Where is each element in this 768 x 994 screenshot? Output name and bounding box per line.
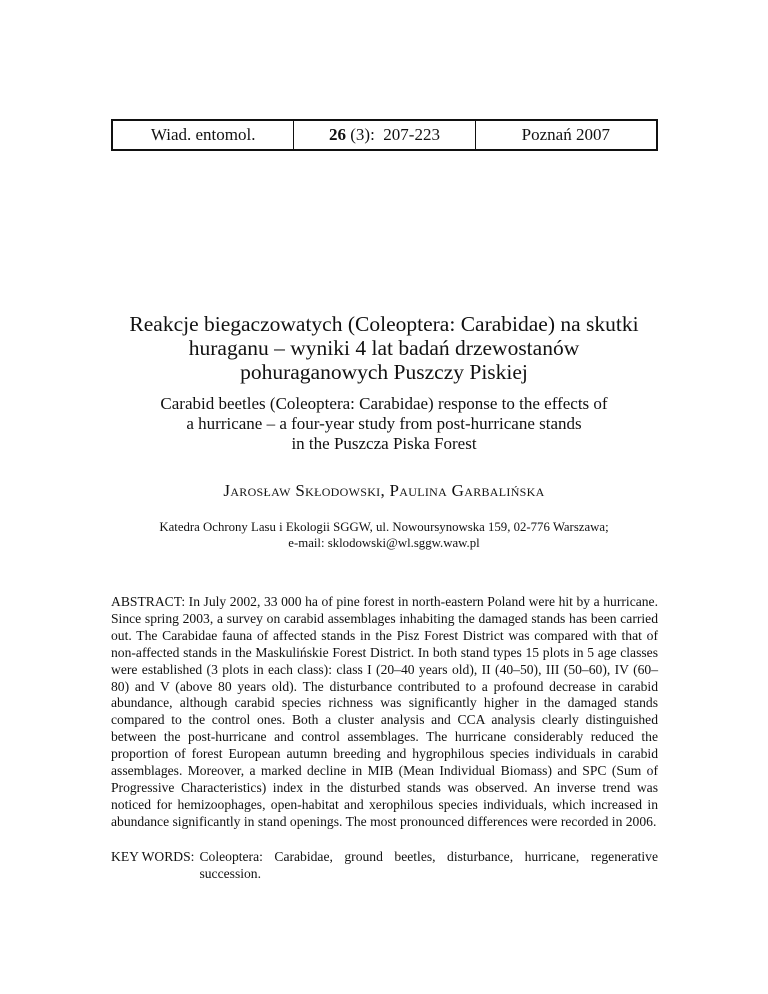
keywords-label: KEY WORDS: [111,849,195,864]
affiliation-email: e-mail: sklodowski@wl.sggw.waw.pl [288,536,480,550]
title-polish-line-1: Reakcje biegaczowatych (Coleoptera: Carabidae) na skutki [129,312,639,336]
journal-name [113,121,294,149]
place-year [476,121,656,149]
keywords-text: Coleoptera: Carabidae, ground beetles, disturbance, hurricane, regenerative succession. [199,849,658,881]
journal-header-box [111,119,658,151]
authors: Jarosław Skłodowski, Paulina Garbalińska [223,481,545,500]
affiliation [60,519,708,551]
volume-issue [294,121,475,149]
abstract: ABSTRACT: In July 2002, 33 000 ha of pine forest in north-eastern Poland were hit by a hurricane. Since spring 2003, a survey on carabid assemblages inhabiting the damaged stands has been carried out. The Carabidae fauna of affected stands in the Pisz Forest District was compared with that of non-affected stands in the Maskulińskie Forest District. In both stand types 15 plots in 5 age classes were established (3 plots in each class): class I (20–40 years old), II (40–50), III (50–60), IV (60–80) and V (above 80 years old). The disturbance contributed to a profound decrease in carabid abundance, although carabid species richness was significantly higher in the damaged stands compared to the control ones. Both a cluster analysis and CCA analysis clearly distinguished between the post-hurricane and control assemblages. The hurricane considerably reduced the proportion of forest European autumn breeding and hygrophilous species individuals in carabid assemblages. Moreover, a marked decline in MIB (Mean Individual Biomass) and SPC (Sum of Progressive Characteristics) index in the disturbed stands was observed. An inverse trend was noticed for hemizoophages, open-habitat and xerophilous species individuals, which increased in abundance significantly in stand openings. The most pronounced differences were recorded in 2006. [111,594,658,829]
place-year-text: Poznań 2007 [521,125,610,144]
issue-pages: (3): 207-223 [346,125,440,144]
title-english-line-1: Carabid beetles (Coleoptera: Carabidae) response to the effects of [160,394,608,413]
volume-number: 26 [329,125,346,144]
title-english-line-2: a hurricane – a four-year study from post-hurricane stands [186,414,582,433]
title-polish-line-3: pohuraganowych Puszczy Piskiej [240,360,528,384]
keywords [111,849,658,883]
title-english-line-3: in the Puszcza Piska Forest [291,434,477,453]
journal-name-text: Wiad. entomol. [150,125,256,144]
title-polish-line-2: huraganu – wyniki 4 lat badań drzewostanów [188,336,580,360]
title-english [60,394,708,454]
affiliation-address: Katedra Ochrony Lasu i Ekologii SGGW, ul. Nowoursynowska 159, 02-776 Warszawa; [159,520,609,534]
title-polish [60,312,708,384]
